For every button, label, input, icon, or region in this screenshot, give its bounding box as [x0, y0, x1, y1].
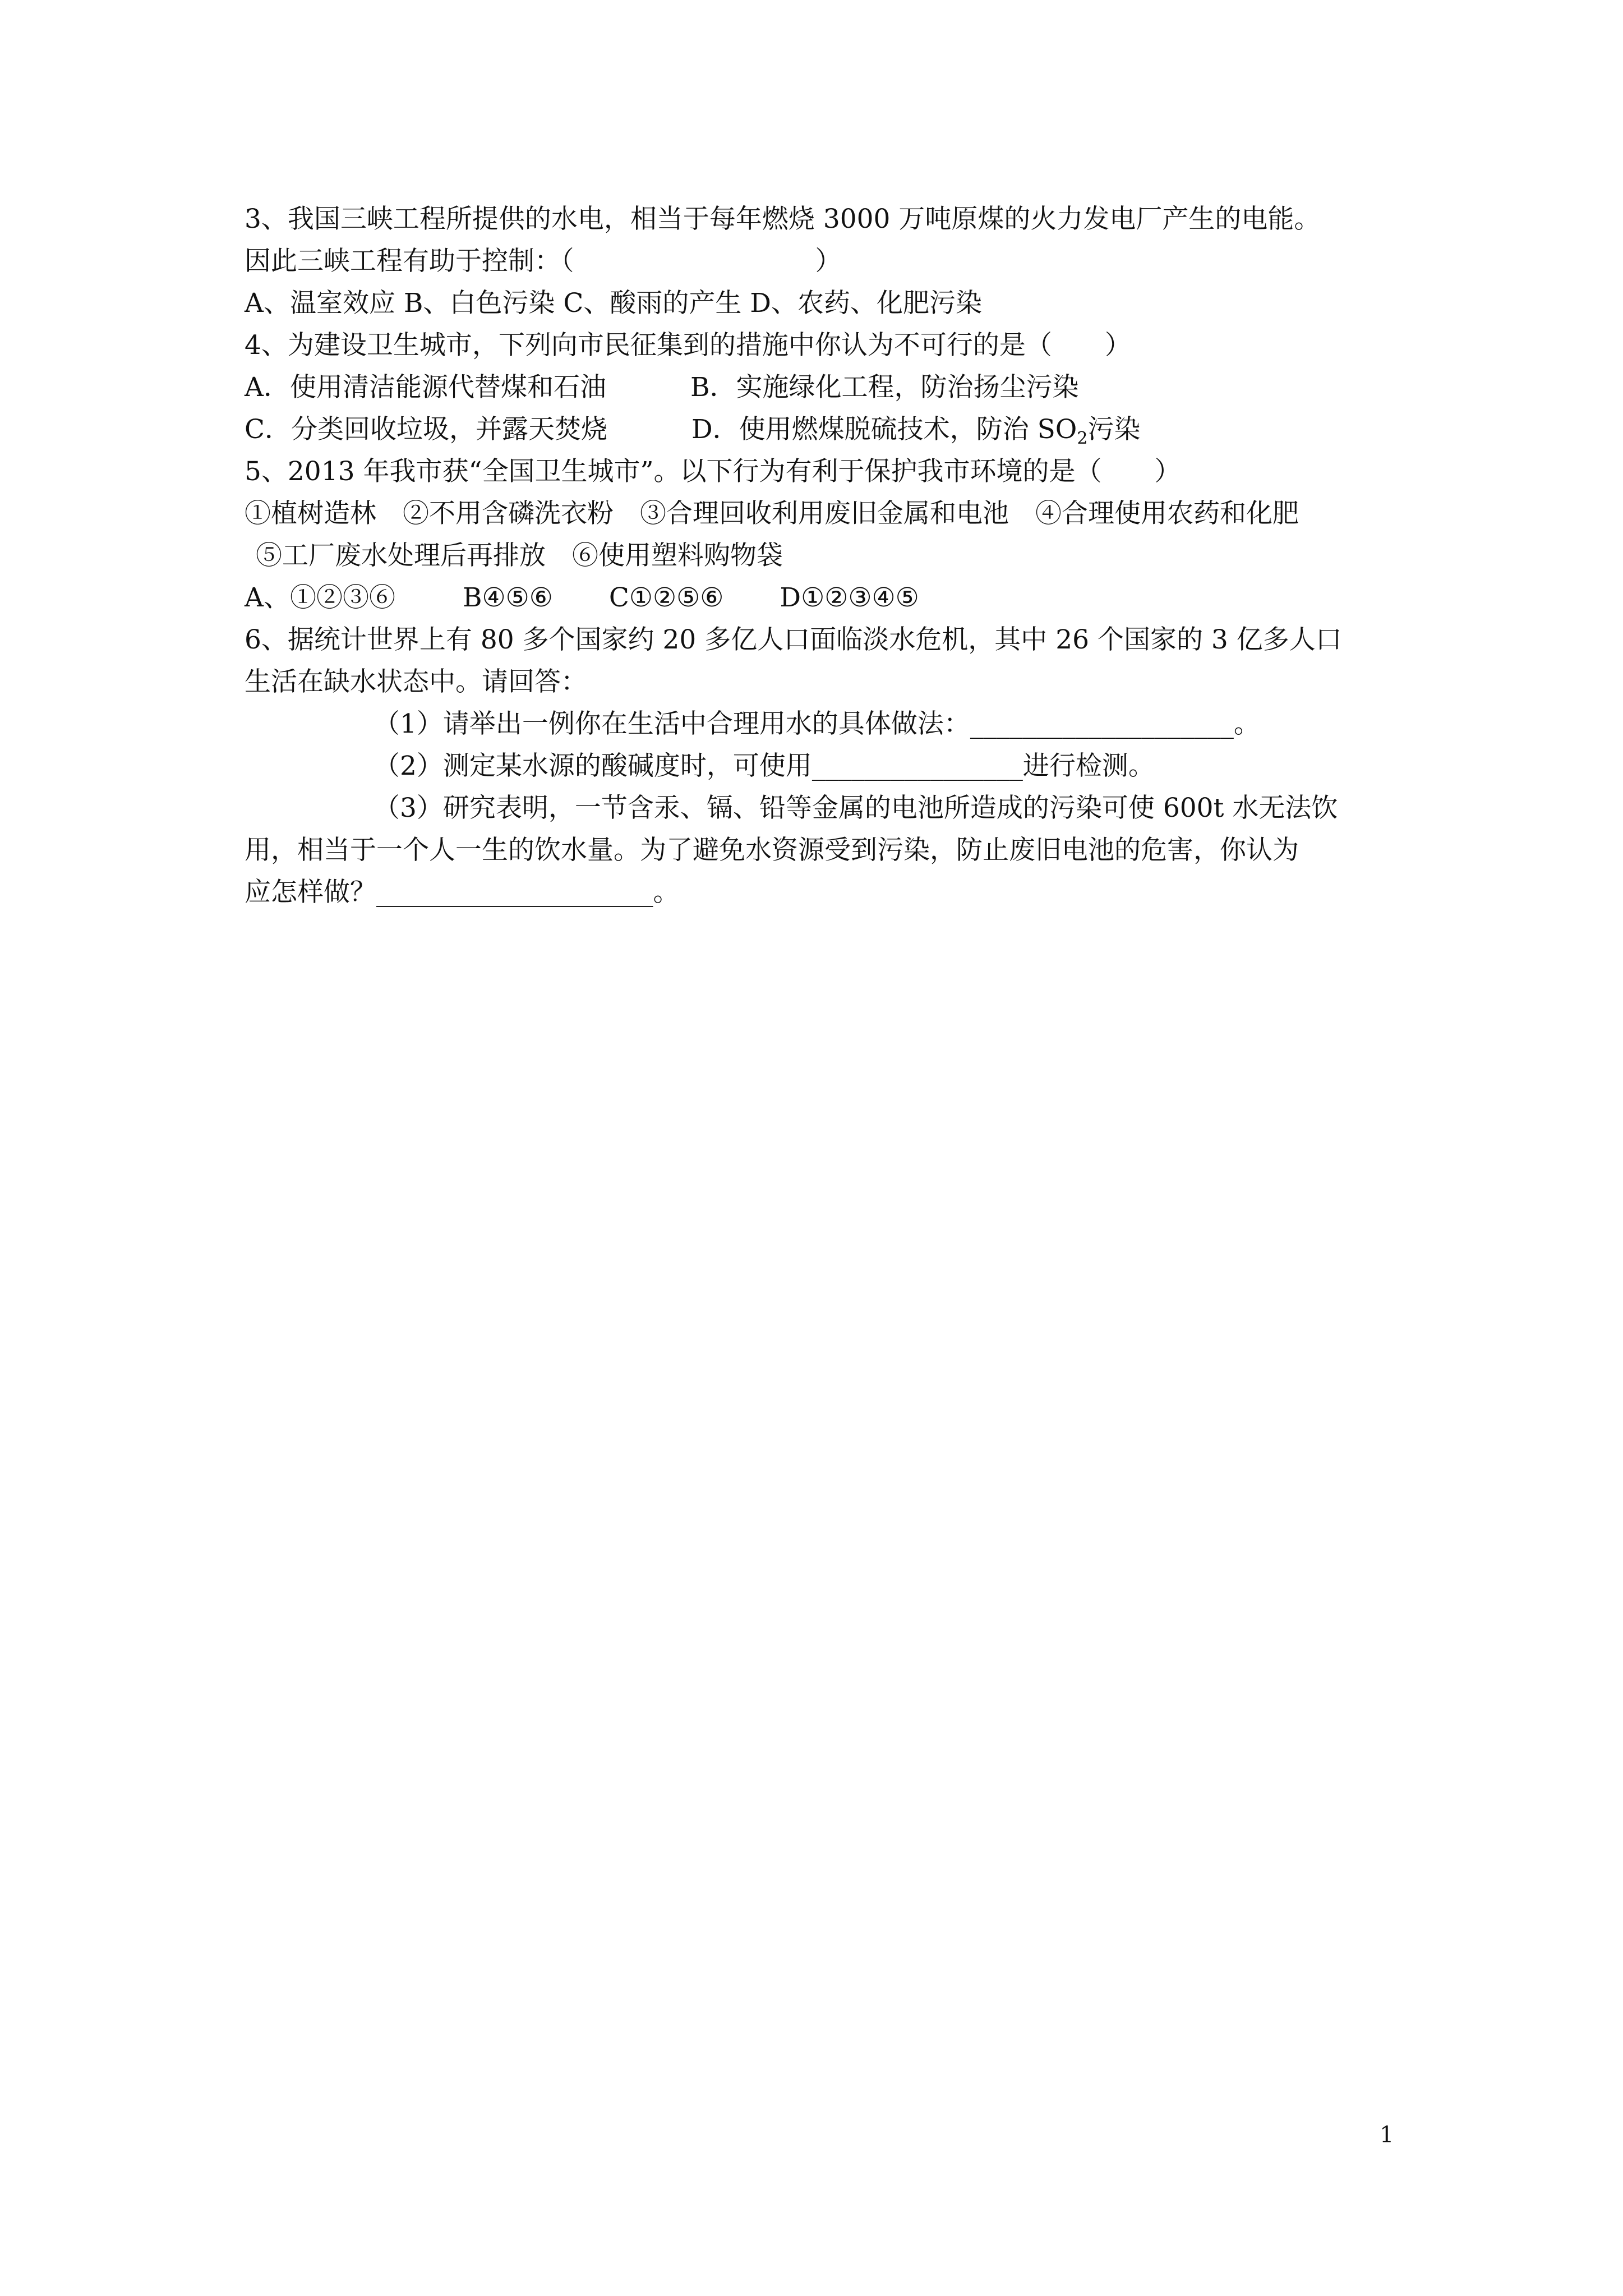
q3-stem-suffix: ）: [815, 246, 842, 277]
q6-part1: （1）请举出一例你在生活中合理用水的具体做法：____________________。: [374, 708, 1260, 739]
subscript-2: 2: [1077, 429, 1088, 448]
q4-option-c: C．分类回收垃圾，并露天焚烧: [245, 414, 607, 445]
q6-stem-line1: 6、据统计世界上有 80 多个国家约 20 多亿人口面临淡水危机，其中 26 个国家的 3 亿多人口: [245, 624, 1342, 655]
q4-option-b: B．实施绿化工程，防治扬尘污染: [690, 372, 1079, 403]
page-number: 1: [1380, 2122, 1394, 2148]
q5-option-b: B④⑤⑥: [462, 582, 553, 613]
q5-stem: 5、2013 年我市获“全国卫生城市”。以下行为有利于保护我市环境的是（ ）: [245, 456, 1181, 487]
q5-items-line1: ①植树造林 ②不用含磷洗衣粉 ③合理回收利用废旧金属和电池 ④合理使用农药和化肥: [245, 498, 1299, 529]
q3-stem-line1: 3、我国三峡工程所提供的水电，相当于每年燃烧 3000 万吨原煤的火力发电厂产生的电能。: [245, 204, 1321, 234]
q6-part3-line1: （3）研究表明，一节含汞、镉、铅等金属的电池所造成的污染可使 600t 水无法饮: [374, 793, 1338, 823]
q5-options: [245, 577, 1445, 619]
q4-option-a: A．使用清洁能源代替煤和石油: [245, 372, 606, 403]
q4-options-row1: [245, 366, 1445, 408]
q6-part2: （2）测定某水源的酸碱度时，可使用________________进行检测。: [374, 751, 1155, 781]
q4-options-row2: [245, 408, 1445, 450]
q5-option-a: A、①②③⑥: [245, 582, 395, 613]
q4-stem: 4、为建设卫生城市，下列向市民征集到的措施中你认为不可行的是（ ）: [245, 330, 1131, 361]
q3-stem-prefix: 因此三峡工程有助于控制：（: [245, 246, 574, 277]
q3-options: A、温室效应 B、白色污染 C、酸雨的产生 D、农药、化肥污染: [245, 288, 982, 319]
q6-part3-line2: 用，相当于一个人一生的饮水量。为了避免水资源受到污染，防止废旧电池的危害，你认为: [245, 835, 1299, 866]
q5-option-d: D①②③④⑤: [780, 582, 919, 613]
q4-option-d: D．使用燃煤脱硫技术，防治 $SO_2$污染: [691, 414, 1141, 448]
q5-option-c: C①②⑤⑥: [608, 582, 724, 613]
q5-items-line2: ⑤工厂废水处理后再排放 ⑥使用塑料购物袋: [256, 540, 783, 571]
q3-stem-line2: [245, 240, 1445, 282]
q6-stem-line2: 生活在缺水状态中。请回答：: [245, 666, 587, 697]
q6-part3-line3: 应怎样做？_____________________。: [245, 877, 680, 908]
document-body: [245, 198, 1445, 913]
